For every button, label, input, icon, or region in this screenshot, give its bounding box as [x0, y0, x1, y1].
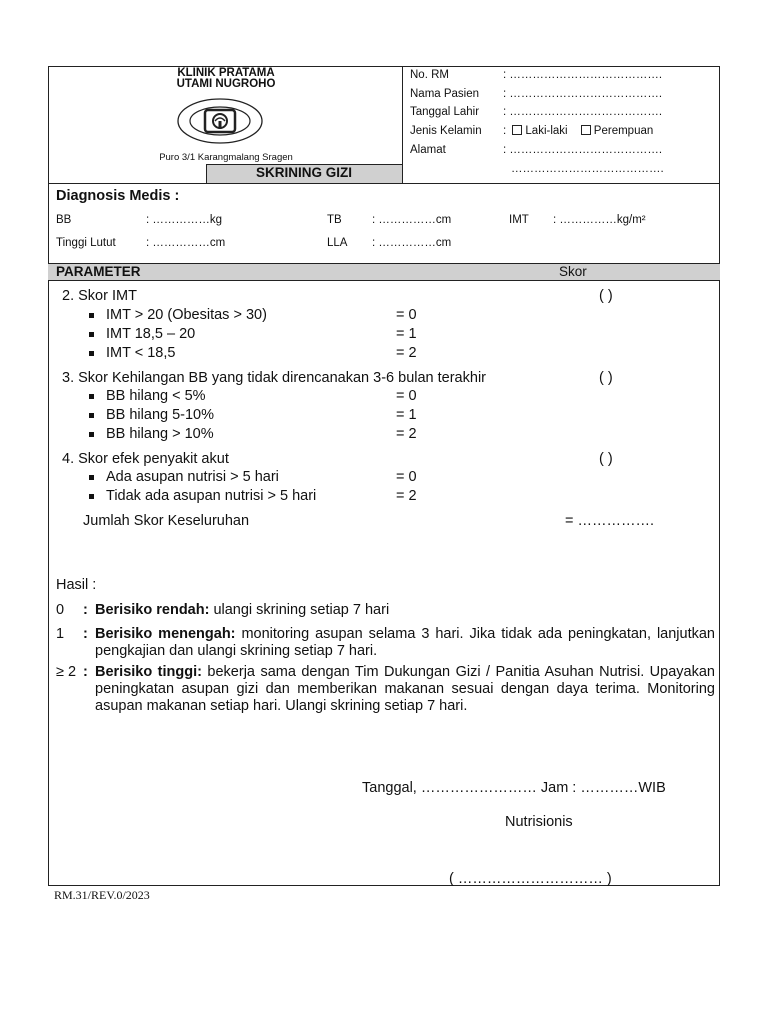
bullet-icon [89, 494, 94, 499]
bb-item-label: BB hilang 5-10% [106, 407, 215, 423]
lla-label: LLA [327, 237, 348, 249]
alamat-field[interactable]: : …………………………………. [503, 144, 663, 156]
imt-field[interactable]: : ……………kg/m² [553, 214, 646, 226]
option-laki-laki: Laki-laki [525, 125, 568, 137]
tinggi-lutut-label: Tinggi Lutut [56, 237, 116, 249]
imt-item-label: IMT > 20 (Obesitas > 30) [106, 307, 267, 323]
checkbox-perempuan[interactable] [581, 125, 591, 135]
section-akut-title: 4. Skor efek penyakit akut [62, 451, 229, 467]
section-bb-title: 3. Skor Kehilangan BB yang tidak direncanakan 3-6 bulan terakhir [62, 370, 486, 386]
jenis-kelamin-options [503, 125, 653, 137]
clinic-name-line1: KLINIK PRATAMA [177, 67, 275, 79]
hasil-0-number: 0 [56, 602, 65, 618]
jk-colon: : [503, 125, 507, 137]
hasil-2-desc: bekerja sama dengan Tim Dukungan Gizi / Panitia Asuhan Nutrisi. Upayakan peningkatan asupan gizi dan memberikan makanan sesuai dengan daya terima. Monitoring asupan makanan setiap hari. Ulangi skrining setiap 7 hari. [95, 664, 715, 714]
option-perempuan: Perempuan [593, 125, 654, 137]
bullet-icon [89, 313, 94, 318]
checkbox-laki-laki[interactable] [512, 125, 522, 135]
form-title: SKRINING GIZI [255, 165, 352, 180]
hasil-1-colon: : [83, 626, 88, 642]
bb-label: BB [56, 214, 72, 226]
section-akut-score[interactable]: ( ) [599, 451, 613, 467]
imt-item-value: = 0 [396, 307, 417, 323]
hasil-1-text [95, 626, 715, 660]
skor-header: Skor [559, 264, 587, 279]
header-bottom-line [48, 183, 720, 184]
total-skor-field[interactable]: = ……………. [565, 513, 655, 529]
imt-label: IMT [509, 214, 529, 226]
hasil-0-text [95, 602, 715, 619]
bb-item-value: = 0 [396, 388, 417, 404]
no-rm-field[interactable]: : …………………………………. [503, 69, 663, 81]
bb-item-label: BB hilang < 5% [106, 388, 206, 404]
imt-item-value: = 1 [396, 326, 417, 342]
clinic-logo [175, 97, 265, 145]
hasil-0-key: Berisiko rendah: [95, 602, 210, 618]
document-code: RM.31/REV.0/2023 [54, 888, 150, 902]
tinggi-lutut-field[interactable]: : ……………cm [146, 237, 226, 249]
alamat-field-cont[interactable]: …………………………………. [511, 163, 664, 175]
section-bb-score[interactable]: ( ) [599, 370, 613, 386]
diagnosis-title: Diagnosis Medis : [56, 188, 180, 204]
bb-item-value: = 2 [396, 426, 417, 442]
bb-field[interactable]: : ……………kg [146, 214, 223, 226]
clinic-name-line2: UTAMI NUGROHO [176, 78, 276, 90]
signature-field[interactable]: ( ………………………… ) [449, 871, 612, 887]
bb-item-label: BB hilang > 10% [106, 426, 214, 442]
bullet-icon [89, 351, 94, 356]
tanggal-lahir-label: Tanggal Lahir [410, 106, 480, 118]
section-imt-score[interactable]: ( ) [599, 288, 613, 304]
lla-field[interactable]: : ……………cm [372, 237, 452, 249]
tanggal-jam-line[interactable]: Tanggal, …………………… Jam : …………WIB [362, 780, 666, 796]
bullet-icon [89, 413, 94, 418]
tb-label: TB [327, 214, 342, 226]
hasil-0-desc: ulangi skrining setiap 7 hari [209, 602, 390, 618]
akut-item-label: Ada asupan nutrisi > 5 hari [106, 469, 279, 485]
hasil-2-colon: : [83, 664, 88, 680]
no-rm-label: No. RM [410, 69, 449, 81]
nama-pasien-label: Nama Pasien [410, 88, 480, 100]
hasil-0-colon: : [83, 602, 88, 618]
nama-pasien-field[interactable]: : …………………………………. [503, 88, 663, 100]
parameter-header: PARAMETER [56, 264, 141, 279]
hasil-title: Hasil : [56, 577, 97, 593]
clinic-address: Puro 3/1 Karangmalang Sragen [159, 152, 293, 163]
alamat-label: Alamat [410, 144, 446, 156]
akut-item-value: = 0 [396, 469, 417, 485]
bb-item-value: = 1 [396, 407, 417, 423]
parameter-header-bar [48, 263, 720, 281]
bullet-icon [89, 332, 94, 337]
bullet-icon [89, 432, 94, 437]
jenis-kelamin-label: Jenis Kelamin [410, 125, 482, 137]
imt-item-label: IMT 18,5 – 20 [106, 326, 196, 342]
hasil-1-key: Berisiko menengah: [95, 626, 236, 642]
nutrisionis-label: Nutrisionis [505, 814, 573, 830]
total-skor-label: Jumlah Skor Keseluruhan [83, 513, 250, 529]
tanggal-lahir-field[interactable]: : …………………………………. [503, 106, 663, 118]
akut-item-value: = 2 [396, 488, 417, 504]
section-imt-title: 2. Skor IMT [62, 288, 137, 304]
tb-field[interactable]: : ……………cm [372, 214, 452, 226]
hasil-1-desc: monitoring asupan selama 3 hari. Jika tidak ada peningkatan, lanjutkan pengkajian dan ulangi skrining setiap 7 hari. [95, 626, 715, 659]
header-divider [402, 66, 403, 183]
imt-item-value: = 2 [396, 345, 417, 361]
akut-item-label: Tidak ada asupan nutrisi > 5 hari [106, 488, 317, 504]
hasil-2-key: Berisiko tinggi: [95, 664, 202, 680]
hasil-1-number: 1 [56, 626, 65, 642]
bullet-icon [89, 394, 94, 399]
hasil-2-text [95, 664, 715, 715]
hasil-2-number: ≥ 2 [56, 664, 77, 680]
bullet-icon [89, 475, 94, 480]
imt-item-label: IMT < 18,5 [106, 345, 176, 361]
